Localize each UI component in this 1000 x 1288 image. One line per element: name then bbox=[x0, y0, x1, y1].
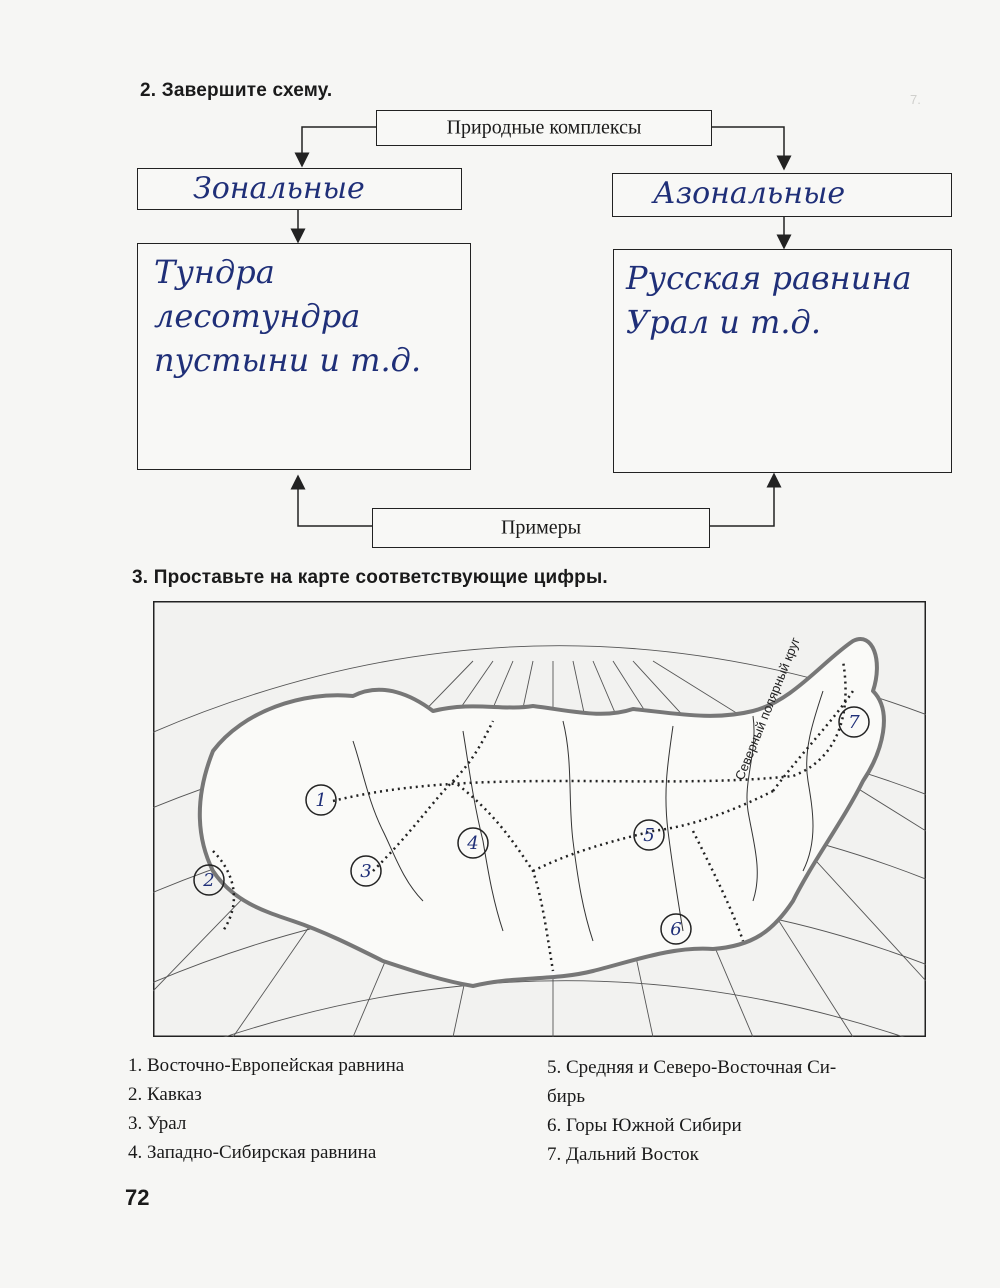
top-box-natural-complexes bbox=[376, 110, 712, 146]
left-example-1: Тундра bbox=[154, 253, 275, 291]
legend-item-1: 1. Восточно-Европейская равнина bbox=[128, 1055, 405, 1076]
arctic-circle-label: Северный полярный круг bbox=[731, 635, 803, 783]
right-category-answer: Азональные bbox=[653, 176, 846, 211]
legend-right bbox=[547, 1053, 836, 1169]
bleed-through-decoration: 7. bbox=[910, 92, 921, 107]
svg-text:1: 1 bbox=[315, 790, 327, 811]
svg-text:2: 2 bbox=[203, 870, 215, 891]
svg-text:6: 6 bbox=[670, 919, 682, 940]
svg-text:3: 3 bbox=[360, 861, 372, 882]
legend-item-2: 2. Кавказ bbox=[128, 1084, 202, 1105]
left-category-box bbox=[137, 168, 462, 210]
left-example-3: пустыни и т.д. bbox=[154, 341, 422, 379]
russia-contour-map bbox=[153, 601, 926, 1037]
top-box-label: Природные комплексы bbox=[446, 116, 642, 139]
right-example-1: Русская равнина bbox=[626, 259, 912, 297]
legend-left bbox=[128, 1051, 404, 1167]
left-examples-box bbox=[137, 243, 471, 470]
right-category-box bbox=[612, 173, 952, 217]
bottom-box-label: Примеры bbox=[500, 516, 582, 539]
right-example-2: Урал и т.д. bbox=[626, 303, 821, 341]
legend-item-6: 6. Горы Южной Сибири bbox=[547, 1115, 742, 1136]
legend-item-3: 3. Урал bbox=[128, 1113, 187, 1134]
legend-item-5a: 5. Средняя и Северо-Восточная Си- bbox=[547, 1057, 837, 1078]
left-category-answer: Зональные bbox=[193, 171, 365, 206]
right-examples-box bbox=[613, 249, 952, 473]
svg-text:5: 5 bbox=[643, 825, 655, 846]
task3-title: 3. Проставьте на карте соответствующие цифры. bbox=[132, 567, 608, 588]
legend-item-5b: бирь bbox=[547, 1086, 585, 1107]
bottom-box-examples bbox=[372, 508, 710, 548]
left-example-2: лесотундра bbox=[154, 297, 361, 335]
svg-text:7: 7 bbox=[848, 712, 860, 733]
page-number: 72 bbox=[125, 1185, 150, 1210]
legend-item-7: 7. Дальний Восток bbox=[547, 1144, 699, 1165]
task2-title: 2. Завершите схему. bbox=[140, 80, 333, 101]
legend-item-4: 4. Западно-Сибирская равнина bbox=[128, 1142, 377, 1163]
svg-text:4: 4 bbox=[467, 833, 479, 854]
